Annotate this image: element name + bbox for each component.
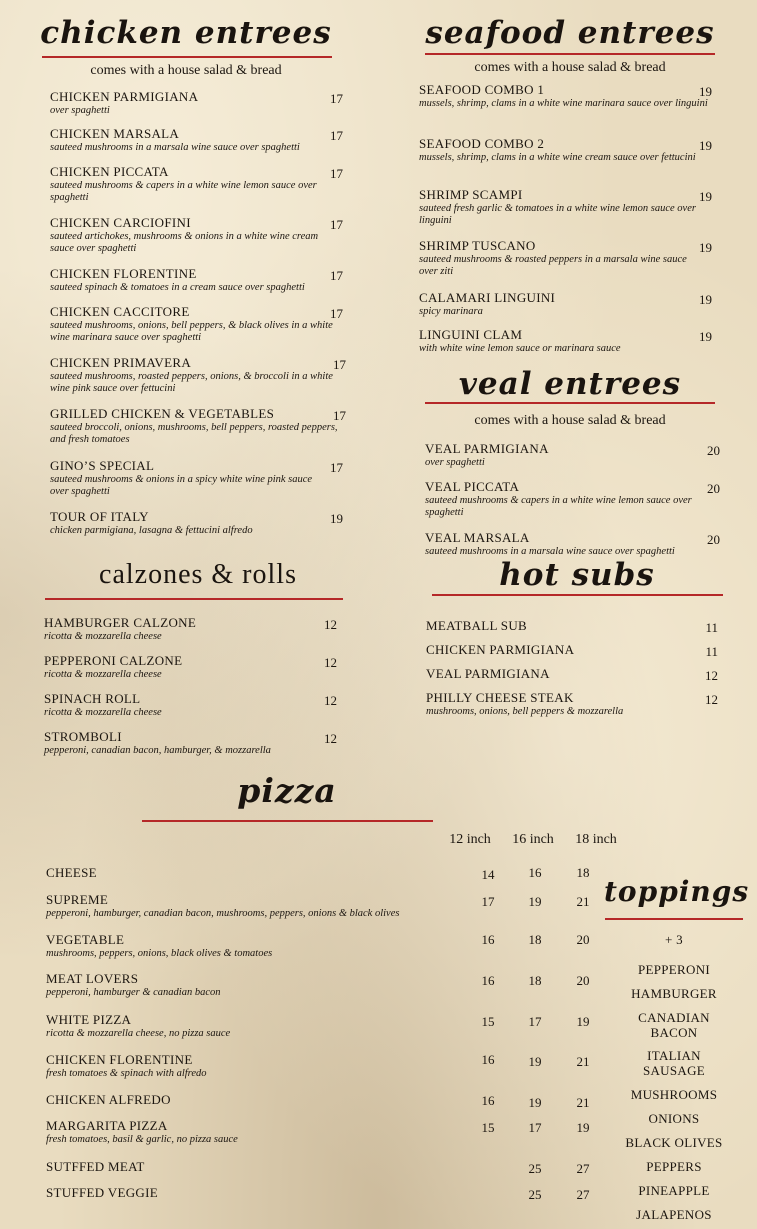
list-item	[44, 615, 324, 643]
chicken-subtitle: comes with a house salad & bread	[90, 63, 282, 78]
seafood-heading-rule	[425, 53, 715, 55]
item-price: 11	[705, 620, 718, 635]
item-description: mussels, shrimp, clams in a white wine marinara sauce over linguini	[419, 98, 708, 109]
price-18: 21	[576, 1054, 590, 1069]
list-item	[419, 187, 714, 227]
veal-heading: veal entrees	[458, 366, 682, 402]
topping-item: HAMBURGER	[631, 986, 717, 1001]
topping-item: JALAPENOS	[636, 1207, 712, 1222]
item-name: GRILLED CHICKEN & VEGETABLES	[50, 406, 275, 421]
price-16: 16	[528, 865, 542, 880]
item-name: WHITE PIZZA	[46, 1012, 132, 1027]
item-description: sauteed mushrooms & onions in a spicy white wine pink sauce over spaghetti	[50, 474, 313, 497]
topping-item: CANADIAN BACON	[638, 1010, 710, 1040]
item-description: ricotta & mozzarella cheese	[44, 669, 162, 680]
list-item	[419, 238, 704, 278]
item-description: sauteed mushrooms in a marsala wine sauce over spaghetti	[425, 546, 675, 557]
subs-heading-rule	[432, 594, 723, 596]
price-16: 17	[528, 1120, 542, 1135]
item-name: SEAFOOD COMBO 1	[419, 82, 545, 97]
item-description: sauteed artichokes, mushrooms & onions in a white wine cream sauce over spaghetti	[50, 231, 319, 254]
price-12: 15	[481, 1014, 495, 1029]
calzones-heading-rule	[45, 598, 343, 600]
item-price: 20	[707, 532, 720, 547]
topping-item: MUSHROOMS	[630, 1087, 718, 1102]
item-description: over spaghetti	[425, 457, 485, 468]
list-item	[425, 479, 710, 519]
item-price: 17	[330, 217, 343, 232]
item-description: sauteed spinach & tomatoes in a cream sauce over spaghetti	[50, 282, 305, 293]
item-name: VEAL MARSALA	[425, 530, 530, 545]
size-header-12: 12 inch	[449, 832, 491, 847]
item-name: MEATBALL SUB	[426, 618, 527, 633]
item-description: sauteed mushrooms & capers in a white wine lemon sauce over spaghetti	[425, 495, 692, 518]
price-18: 20	[576, 932, 590, 947]
item-price: 17	[333, 408, 346, 423]
item-description: ricotta & mozzarella cheese	[44, 707, 162, 718]
subs-heading: hot subs	[499, 557, 655, 593]
list-item	[44, 653, 324, 681]
item-description: pepperoni, hamburger, canadian bacon, mushrooms, peppers, onions & black olives	[46, 908, 400, 919]
item-description: fresh tomatoes & spinach with alfredo	[46, 1068, 207, 1079]
chicken-heading: chicken entrees	[40, 15, 332, 51]
topping-item: ITALIAN SAUSAGE	[642, 1048, 706, 1078]
item-price: 19	[699, 292, 712, 307]
veal-subtitle: comes with a house salad & bread	[474, 413, 666, 428]
item-name: SPINACH ROLL	[44, 691, 141, 706]
item-name: VEAL PICCATA	[425, 479, 520, 494]
item-price: 20	[707, 443, 720, 458]
list-item	[44, 691, 324, 719]
item-description: sauteed mushrooms, onions, bell peppers, & black olives in a white wine marinara sauce over spaghetti	[50, 320, 333, 343]
item-name: CHICKEN CACCITORE	[50, 304, 190, 319]
price-12: 16	[481, 973, 495, 988]
item-description: sauteed mushrooms & roasted peppers in a marsala wine sauce over ziti	[419, 254, 687, 277]
price-18: 21	[576, 1095, 590, 1110]
item-name: CHICKEN PICCATA	[50, 164, 169, 179]
list-item	[425, 441, 710, 469]
calzones-heading: calzones & rolls	[99, 559, 297, 590]
list-item	[50, 215, 335, 255]
item-price: 17	[330, 460, 343, 475]
topping-item: PEPPERS	[646, 1159, 702, 1174]
list-item	[419, 290, 704, 318]
item-price: 17	[330, 128, 343, 143]
item-name: PHILLY CHEESE STEAK	[426, 690, 574, 705]
list-item	[426, 618, 696, 633]
price-16: 18	[528, 973, 542, 988]
toppings-heading: toppings	[604, 875, 750, 908]
item-price: 19	[699, 329, 712, 344]
item-price: 11	[705, 644, 718, 659]
seafood-heading: seafood entrees	[425, 15, 715, 51]
item-price: 19	[330, 511, 343, 526]
size-header-18: 18 inch	[575, 832, 617, 847]
item-price: 17	[333, 357, 346, 372]
list-item	[426, 642, 696, 657]
item-name: LINGUINI CLAM	[419, 327, 523, 342]
item-price: 19	[699, 138, 712, 153]
item-description: fresh tomatoes, basil & garlic, no pizza sauce	[46, 1134, 238, 1145]
item-description: ricotta & mozzarella cheese	[44, 631, 162, 642]
item-price: 17	[330, 91, 343, 106]
item-price: 12	[324, 655, 337, 670]
price-18: 20	[576, 973, 590, 988]
price-18: 27	[576, 1161, 590, 1176]
veal-heading-rule	[425, 402, 715, 404]
item-name: CHICKEN CARCIOFINI	[50, 215, 191, 230]
item-name: CHEESE	[46, 865, 97, 880]
item-name: CHICKEN MARSALA	[50, 126, 180, 141]
item-name: HAMBURGER CALZONE	[44, 615, 197, 630]
item-name: STUFFED VEGGIE	[46, 1185, 158, 1200]
item-name: CHICKEN PARMIGIANA	[50, 89, 199, 104]
price-18: 21	[576, 894, 590, 909]
item-description: pepperoni, canadian bacon, hamburger, & mozzarella	[44, 745, 271, 756]
pizza-heading-rule	[142, 820, 433, 822]
item-name: STROMBOLI	[44, 729, 122, 744]
price-16: 17	[528, 1014, 542, 1029]
item-description: spicy marinara	[419, 306, 483, 317]
topping-item: PINEAPPLE	[638, 1183, 710, 1198]
item-description: with white wine lemon sauce or marinara sauce	[419, 343, 621, 354]
seafood-subtitle: comes with a house salad & bread	[474, 60, 666, 75]
price-12: 14	[481, 867, 495, 882]
item-description: sauteed fresh garlic & tomatoes in a white wine lemon sauce over linguini	[419, 203, 696, 226]
item-description: sauteed mushrooms, roasted peppers, onions, & broccoli in a white wine pink sauce over fettucini	[50, 371, 333, 394]
item-description: chicken parmigiana, lasagna & fettucini alfredo	[50, 525, 253, 536]
item-price: 12	[705, 692, 718, 707]
item-description: mushrooms, peppers, onions, black olives & tomatoes	[46, 948, 273, 959]
item-name: SEAFOOD COMBO 2	[419, 136, 545, 151]
item-description: mussels, shrimp, clams in a white wine cream sauce over fettucini	[419, 152, 696, 163]
price-16: 19	[528, 1054, 542, 1069]
list-item	[426, 666, 696, 681]
price-16: 19	[528, 894, 542, 909]
price-18: 18	[576, 865, 590, 880]
size-header-16: 16 inch	[512, 832, 554, 847]
item-price: 17	[330, 268, 343, 283]
price-18: 19	[576, 1014, 590, 1029]
list-item	[50, 164, 335, 204]
item-name: CHICKEN FLORENTINE	[46, 1052, 193, 1067]
item-name: CHICKEN PRIMAVERA	[50, 355, 192, 370]
list-item	[419, 327, 709, 355]
item-price: 17	[330, 306, 343, 321]
item-name: VEAL PARMIGIANA	[426, 666, 550, 681]
item-description: sauteed mushrooms in a marsala wine sauce over spaghetti	[50, 142, 300, 153]
price-12: 16	[481, 1052, 495, 1067]
item-name: CHICKEN ALFREDO	[46, 1092, 171, 1107]
item-description: ricotta & mozzarella cheese, no pizza sauce	[46, 1028, 231, 1039]
list-item	[425, 530, 725, 558]
topping-item: BLACK OLIVES	[625, 1135, 723, 1150]
toppings-heading-rule	[605, 918, 743, 920]
list-item	[50, 304, 340, 344]
item-price: 19	[699, 240, 712, 255]
item-price: 12	[324, 693, 337, 708]
list-item	[50, 509, 340, 537]
item-name: SHRIMP SCAMPI	[419, 187, 523, 202]
item-name: CHICKEN FLORENTINE	[50, 266, 197, 281]
item-price: 19	[699, 189, 712, 204]
item-price: 19	[699, 84, 712, 99]
item-name: SHRIMP TUSCANO	[419, 238, 536, 253]
item-name: MARGARITA PIZZA	[46, 1118, 168, 1133]
item-name: VEGETABLE	[46, 932, 125, 947]
topping-item: PEPPERONI	[637, 962, 711, 977]
price-16: 18	[528, 932, 542, 947]
list-item	[50, 406, 340, 446]
price-12: 15	[481, 1120, 495, 1135]
item-price: 12	[324, 731, 337, 746]
price-18: 19	[576, 1120, 590, 1135]
item-name: CHICKEN PARMIGIANA	[426, 642, 575, 657]
list-item	[50, 355, 340, 395]
item-name: MEAT LOVERS	[46, 971, 139, 986]
item-description: sauteed broccoli, onions, mushrooms, bell peppers, roasted peppers, and fresh tomatoes	[50, 422, 338, 445]
item-price: 17	[330, 166, 343, 181]
list-item	[44, 729, 344, 757]
list-item	[50, 266, 350, 294]
item-price: 20	[707, 481, 720, 496]
item-name: CALAMARI LINGUINI	[419, 290, 556, 305]
item-name: SUTFFED MEAT	[46, 1159, 145, 1174]
pizza-heading: pizza	[237, 771, 337, 810]
price-12: 17	[481, 894, 495, 909]
topping-item: ONIONS	[648, 1111, 700, 1126]
item-name: VEAL PARMIGIANA	[425, 441, 549, 456]
price-16: 25	[528, 1161, 542, 1176]
price-12: 16	[481, 1093, 495, 1108]
item-name: PEPPERONI CALZONE	[44, 653, 183, 668]
list-item	[50, 458, 330, 498]
list-item	[419, 82, 714, 110]
chicken-heading-rule	[42, 56, 332, 58]
item-name: TOUR OF ITALY	[50, 509, 149, 524]
item-description: pepperoni, hamburger & canadian bacon	[46, 987, 221, 998]
item-name: GINO’S SPECIAL	[50, 458, 155, 473]
price-12: 16	[481, 932, 495, 947]
list-item	[426, 690, 716, 718]
list-item	[50, 89, 342, 117]
price-16: 25	[528, 1187, 542, 1202]
list-item	[419, 136, 704, 164]
price-16: 19	[528, 1095, 542, 1110]
item-name: SUPREME	[46, 892, 109, 907]
item-description: sauteed mushrooms & capers in a white wine lemon sauce over spaghetti	[50, 180, 317, 203]
price-18: 27	[576, 1187, 590, 1202]
item-price: 12	[324, 617, 337, 632]
toppings-price: + 3	[665, 932, 683, 947]
item-price: 12	[705, 668, 718, 683]
item-description: mushrooms, onions, bell peppers & mozzarella	[426, 706, 624, 717]
list-item	[50, 126, 342, 154]
item-description: over spaghetti	[50, 105, 110, 116]
